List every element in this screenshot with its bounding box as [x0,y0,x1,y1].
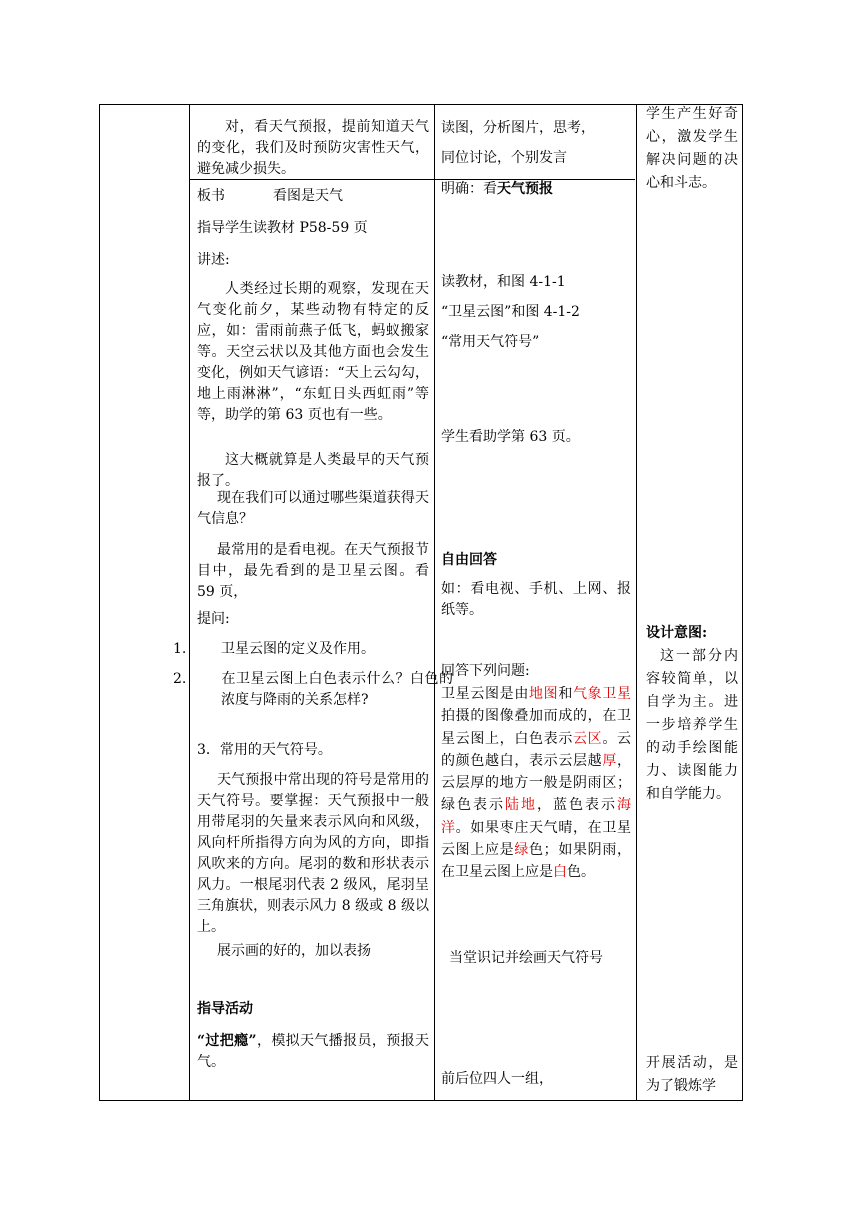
clarify-keyword: 天气预报 [497,181,553,197]
lecture-paragraph-4: 最常用的是看电视。在天气预报节目中，最先看到的是卫星云图。看 59 页， [197,542,429,600]
answer-highlight: 厚 [602,752,618,769]
lecture-paragraph-1: 人类经过长期的观察，发现在天气变化前夕，某些动物有特定的反应，如：雷雨前燕子低飞，蚂蚁搬家等。天空云状以及其他方面也会发生变化，例如天气谚语：“天上云勾勾，地上雨淋淋”，“东虹日头西虹雨”等等，助学的第 63 页也有一些。 [197,281,429,423]
board-line [197,186,429,207]
lecture-paragraph-3: 现在我们可以通过哪些渠道获得天气信息？ [197,490,429,527]
column-divider-1 [189,104,190,1100]
table-left-border [99,104,100,1100]
question-2 [173,669,453,711]
lecture-paragraph-5: 天气预报中常出现的符号是常用的天气符号。要掌握：天气预报中一般用带尾羽的矢量来表示风向和风级，风向杆所指得方向为风的方向，即指风吹来的方向。尾羽的数和形状表示风力。一根尾羽代表 2 级风，尾羽呈三角旗状，则表示风力 8 级或 8 级以上。 [197,772,429,935]
design-intent-label: 设计意图: [646,625,708,641]
free-answer-heading: 自由回答 [441,552,497,568]
board-title: 看图是天气 [273,188,343,204]
lecture-paragraph-2: 这大概就算是人类最早的天气预报了。 [197,452,429,489]
lecture-paragraph-6: 展示画的好的，加以表扬 [217,943,371,959]
activity-rest: ，模拟天气播报员，预报天气。 [197,1033,429,1070]
question-2-number: 2. [173,671,187,687]
design-top-text: 学生产生好奇心，激发学生解决问题的决心和斗志。 [646,106,738,191]
answer-label: 回答下列问题: [441,663,530,679]
question-1 [173,639,453,660]
design-intent-text: 这一部分内容较简单，以自学为主。进一步培养学生的动手绘图能力、读图能力和自学能力。 [646,648,738,802]
student-read-2: “卫星云图”和图 4-1-2 [441,304,580,320]
draw-symbols-text: 当堂识记并绘画天气符号 [449,950,603,966]
answer-highlight: 绿 [514,842,530,859]
answer-highlight: 白 [553,864,567,881]
question-2-text: 在卫星云图上白色表示什么？白色的浓度与降雨的关系怎样? [221,671,453,708]
answer-highlight: 气象卫星 [573,686,632,702]
activity-description [197,1031,429,1073]
board-label: 板书 [197,188,225,204]
lecture-label: 讲述: [197,252,230,268]
guide-read-text: 指导学生读教材 P58-59 页 [197,220,368,236]
answer-highlight: 地图 [529,686,559,702]
table-right-border [742,104,743,1100]
student-clarify: 明确：看天气预报 [441,181,553,197]
answer-paragraph: 卫星云图是由地图和气象卫星拍摄的图像叠加而成的，在卫星云图上，白色表示云区。云的颜色越白，表示云层越厚，云层厚的地方一般是阴雨区；绿色表示陆地，蓝色表示海洋。如果枣庄天气晴，在卫星云图上应是绿色；如果阴雨，在卫星云图上应是白色。 [441,686,632,881]
column-divider-2 [434,104,435,1100]
student-top-line-2: 同位讨论，个别发言 [441,150,567,166]
question-3: 3．常用的天气符号。 [197,742,332,758]
free-answer-examples: 如：看电视、手机、上网、报纸等。 [441,581,631,618]
student-read-3: “常用天气符号” [441,334,540,350]
student-read-help: 学生看助学第 63 页。 [441,429,580,445]
question-1-number: 1. [173,641,187,657]
student-top-line-1: 读图，分析图片，思考， [441,120,595,136]
answer-highlight: 陆地 [505,797,537,814]
table-bottom-border [99,1100,743,1101]
answer-highlight: 海洋 [441,797,631,836]
question-1-text: 卫星云图的定义及作用。 [221,641,375,657]
group-text: 前后位四人一组， [441,1071,553,1087]
guide-activity-heading: 指导活动 [197,1001,253,1017]
question-label: 提问: [197,611,230,627]
answer-highlight: 云区 [573,730,603,747]
student-read-1: 读教材，和图 4-1-1 [441,274,566,290]
design-bottom-text: 开展活动，是为了锻炼学 [646,1055,738,1094]
activity-top-text: 对，看天气预报，提前知道天气的变化，我们及时预防灾害性天气，避免减少损失。 [197,119,429,177]
activity-name: “过把瘾” [197,1033,257,1049]
